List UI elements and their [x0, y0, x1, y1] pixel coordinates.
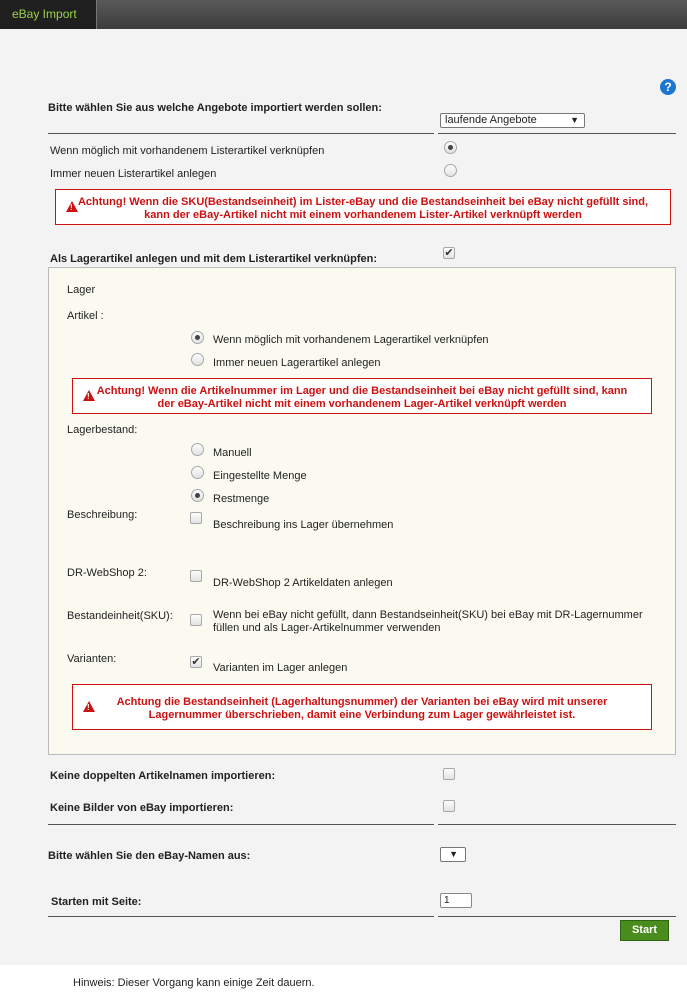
lister-link-label: Wenn möglich mit vorhandenem Listerartikel verknüpfen — [50, 145, 325, 157]
lager-title: Lager — [67, 284, 96, 296]
divider — [48, 916, 434, 917]
tab-ebay-import[interactable]: eBay Import — [0, 0, 97, 29]
lister-warning-line2: kann der eBay-Artikel nicht mit einem vorhandenem Lister-Artikel verknüpft werden — [144, 209, 582, 221]
bestand-set-radio[interactable] — [191, 466, 204, 479]
artikel-new-radio[interactable] — [191, 353, 204, 366]
variants-option: Varianten im Lager anlegen — [213, 662, 348, 674]
desc-label: Beschreibung: — [67, 509, 138, 521]
start-button[interactable]: Start — [620, 920, 669, 941]
lister-link-radio[interactable] — [444, 141, 457, 154]
artikel-new-label: Immer neuen Lagerartikel anlegen — [213, 357, 381, 369]
warning-icon — [66, 201, 78, 212]
variants-warning — [72, 684, 652, 730]
footer — [0, 965, 687, 999]
lister-warning — [55, 189, 671, 225]
ebay-name-select[interactable] — [440, 847, 466, 862]
no-images-checkbox[interactable] — [443, 800, 455, 812]
chevron-down-icon: ▼ — [570, 115, 579, 125]
as-stock-label: Als Lagerartikel anlegen und mit dem Listerartikel verknüpfen: — [50, 253, 378, 265]
lister-warning-line1: Achtung! Wenn die SKU(Bestandseinheit) im Lister-eBay und die Bestandseinheit bei eBay nicht gefüllt sind, — [77, 196, 649, 208]
offers-select-value: laufende Angebote — [445, 114, 537, 126]
no-images-label: Keine Bilder von eBay importieren: — [50, 802, 234, 814]
webshop-checkbox[interactable] — [190, 570, 202, 582]
sku-option-line2: füllen und als Lager-Artikelnummer verwenden — [213, 622, 441, 634]
variants-checkbox[interactable]: ✔ — [191, 656, 201, 668]
top-bar — [0, 0, 687, 29]
no-duplicates-label: Keine doppelten Artikelnamen importieren: — [50, 770, 276, 782]
variants-warning-line1: Achtung die Bestandseinheit (Lagerhaltungsnummer) der Varianten bei eBay wird mit unserer — [116, 696, 608, 708]
webshop-label: DR-WebShop 2: — [67, 567, 147, 579]
desc-option: Beschreibung ins Lager übernehmen — [213, 519, 394, 531]
chevron-down-icon: ▼ — [449, 849, 458, 859]
divider — [438, 133, 676, 134]
as-stock-checkbox[interactable]: ✔ — [444, 247, 454, 259]
variants-warning-line2: Lagernummer überschrieben, damit eine Verbindung zum Lager gewährleistet ist. — [148, 709, 576, 721]
divider — [438, 916, 676, 917]
warning-icon — [83, 390, 95, 401]
webshop-option: DR-WebShop 2 Artikeldaten anlegen — [213, 577, 393, 589]
help-icon[interactable]: ? — [660, 79, 676, 95]
bestand-manual-label: Manuell — [213, 447, 252, 459]
desc-checkbox[interactable] — [190, 512, 202, 524]
bestand-label: Lagerbestand: — [67, 424, 138, 436]
bestand-rest-radio[interactable] — [191, 489, 204, 502]
lager-warning-line2: der eBay-Artikel nicht mit einem vorhandenem Lager-Artikel verknüpft werden — [157, 398, 567, 410]
lister-new-label: Immer neuen Listerartikel anlegen — [50, 168, 217, 180]
start-page-input[interactable]: 1 — [440, 893, 472, 908]
bestand-manual-radio[interactable] — [191, 443, 204, 456]
offers-label: Bitte wählen Sie aus welche Angebote importiert werden sollen: — [48, 102, 382, 114]
divider — [48, 824, 434, 825]
sku-option-line1: Wenn bei eBay nicht gefüllt, dann Bestandseinheit(SKU) bei eBay mit DR-Lagernummer — [213, 609, 643, 621]
bestand-set-label: Eingestellte Menge — [213, 470, 307, 482]
bestand-rest-label: Restmenge — [213, 493, 270, 505]
offers-select[interactable] — [440, 113, 585, 128]
no-duplicates-checkbox[interactable] — [443, 768, 455, 780]
lager-warning-line1: Achtung! Wenn die Artikelnummer im Lager und die Bestandseinheit bei eBay nicht gefüllt sind, kann — [96, 385, 628, 397]
divider — [438, 824, 676, 825]
warning-icon — [83, 701, 95, 712]
artikel-link-radio[interactable] — [191, 331, 204, 344]
footer-hint: Hinweis: Dieser Vorgang kann einige Zeit dauern. — [73, 977, 315, 989]
sku-label: Bestandeinheit(SKU): — [67, 610, 173, 622]
start-page-label: Starten mit Seite: — [51, 896, 142, 908]
lager-warning — [72, 378, 652, 414]
lister-new-radio[interactable] — [444, 164, 457, 177]
divider — [48, 133, 434, 134]
artikel-label: Artikel : — [67, 310, 104, 322]
ebay-name-label: Bitte wählen Sie den eBay-Namen aus: — [48, 850, 251, 862]
variants-label: Varianten: — [67, 653, 117, 665]
artikel-link-label: Wenn möglich mit vorhandenem Lagerartikel verknüpfen — [213, 334, 489, 346]
sku-checkbox[interactable] — [190, 614, 202, 626]
